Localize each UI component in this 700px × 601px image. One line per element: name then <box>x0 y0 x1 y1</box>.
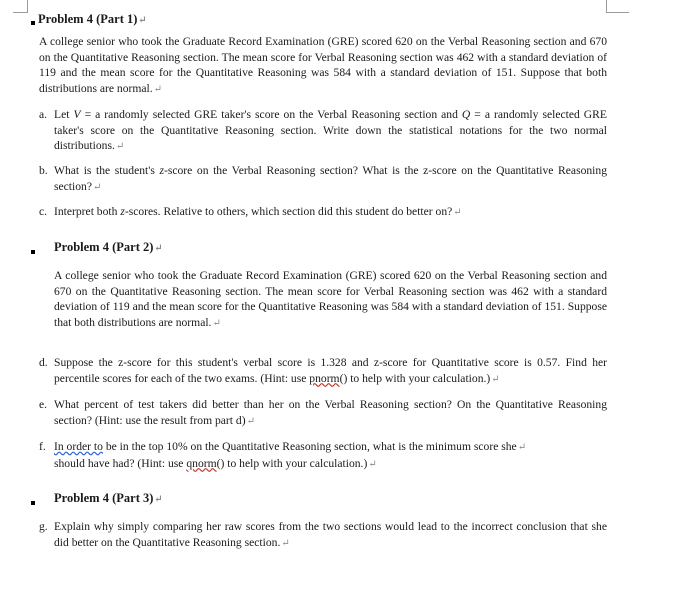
page-corner-mark-right <box>606 0 629 13</box>
page-corner-mark-left <box>13 0 28 13</box>
question-f: f. In order to be in the top 10% on the Quantitative Reasoning section, what is the minimum score she↵ should have had? (Hint: use qnorm() to help with your calculation.)↵ <box>39 440 527 470</box>
question-b: b. What is the student's z-score on the Verbal Reasoning section? What is the z-score on the Quantitative Reasoning section?↵ <box>39 164 607 193</box>
question-c: c. Interpret both z-scores. Relative to others, which section did this student do better on?↵ <box>39 205 462 218</box>
part2-intro: A college senior who took the Graduate Record Examination (GRE) scored 620 on the Verbal Reasoning section and 670 on the Quantitative Reasoning section. The mean score for Verbal Reasoning section was 462 with a standard deviation of 119 and the mean score for the Quantitative Reasoning was 584 with a standard deviation of 151. Suppose that both distributions are normal.↵ <box>54 269 607 329</box>
part1-intro: A college senior who took the Graduate Record Examination (GRE) scored 620 on the Verbal Reasoning section and 670 on the Quantitative Reasoning section. The mean score for Verbal Reasoning section was 462 with a standard deviation of 119 and the mean score for the Quantitative Reasoning was 584 with a standard deviation of 151. Suppose that both distributions are normal.↵ <box>39 35 607 95</box>
part1-bullet <box>31 21 35 25</box>
part1-heading: Problem 4 (Part 1)↵ <box>38 12 147 26</box>
part2-heading: Problem 4 (Part 2)↵ <box>54 240 163 254</box>
question-a: a. Let V = a randomly selected GRE taker's score on the Verbal Reasoning section and Q = a randomly selected GRE taker's score on the Quantitative Reasoning section. Write down the statistical notations for the two normal distributions.↵ <box>39 108 607 152</box>
question-g: g. Explain why simply comparing her raw scores from the two sections would lead to the incorrect conclusion that she did better on the Quantitative Reasoning section.↵ <box>39 520 607 549</box>
part3-bullet <box>31 501 35 505</box>
question-e: e. What percent of test takers did better than her on the Verbal Reasoning section? On the Quantitative Reasoning section? (Hint: use the result from part d)↵ <box>39 398 607 427</box>
part2-bullet <box>31 250 35 254</box>
question-d: d. Suppose the z-score for this student's verbal score is 1.328 and z-score for Quantitative score is 0.57. Find her percentile scores for each of the two exams. (Hint: use pnorm() to help with your calculation.)↵ <box>39 356 607 385</box>
part3-heading: Problem 4 (Part 3)↵ <box>54 491 163 505</box>
